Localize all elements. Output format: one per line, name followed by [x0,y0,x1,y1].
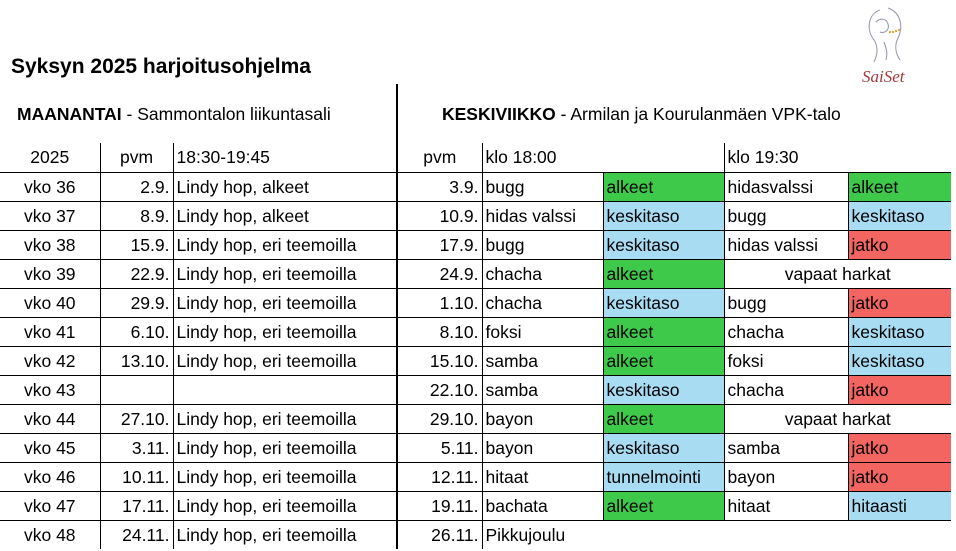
level-1930-cell: keskitaso [848,201,951,230]
dance-1930-cell: hidas valssi [724,230,848,259]
level-1930-cell: jatko [848,288,951,317]
level-1930-cell: jatko [848,230,951,259]
wednesday-date-cell: 3.9. [397,172,482,201]
wednesday-date-cell: 15.10. [397,346,482,375]
table-row [0,172,951,201]
level-1930-cell: jatko [848,462,951,491]
monday-class-cell: Lindy hop, eri teemoilla [173,462,397,491]
monday-day: MAANANTAI [17,104,122,124]
week-cell: vko 40 [0,288,100,317]
dance-1800-cell: chacha [482,288,603,317]
level-1930-cell: keskitaso [848,317,951,346]
dance-1800-cell: foksi [482,317,603,346]
dance-1930-cell: hidasvalssi [724,172,848,201]
wednesday-heading [442,103,841,125]
dance-1800-cell: bugg [482,172,603,201]
level-1800-cell: alkeet [603,491,724,520]
dance-1930-cell: samba [724,433,848,462]
table-row [0,433,951,462]
header-time-1930: klo 19:30 [724,143,848,172]
dance-1930-cell: hitaat [724,491,848,520]
table-row [0,346,951,375]
monday-class-cell: Lindy hop, alkeet [173,172,397,201]
monday-date-cell: 15.9. [100,230,173,259]
week-cell: vko 48 [0,520,100,549]
monday-heading [17,103,331,125]
monday-class-cell: Lindy hop, eri teemoilla [173,288,397,317]
dance-1930-cell: bugg [724,201,848,230]
dance-1800-cell: bachata [482,491,603,520]
week-cell: vko 43 [0,375,100,404]
monday-date-cell: 13.10. [100,346,173,375]
level-1800-cell: alkeet [603,172,724,201]
wednesday-date-cell: 12.11. [397,462,482,491]
monday-class-cell: Lindy hop, eri teemoilla [173,346,397,375]
header-pvm-monday: pvm [100,143,173,172]
monday-date-cell: 27.10. [100,404,173,433]
svg-text:SaiSet: SaiSet [862,67,905,86]
monday-class-cell: Lindy hop, eri teemoilla [173,520,397,549]
level-1930-cell: keskitaso [848,346,951,375]
week-cell: vko 47 [0,491,100,520]
level-1800-cell: alkeet [603,346,724,375]
dance-1930-cell: bayon [724,462,848,491]
monday-class-cell: Lindy hop, alkeet [173,201,397,230]
monday-class-cell: Lindy hop, eri teemoilla [173,230,397,259]
dance-1800-cell: samba [482,346,603,375]
monday-date-cell: 24.11. [100,520,173,549]
monday-class-cell: Lindy hop, eri teemoilla [173,259,397,288]
wednesday-date-cell: 17.9. [397,230,482,259]
dance-1800-cell: hidas valssi [482,201,603,230]
monday-class-cell [173,375,397,404]
free-practice-cell: vapaat harkat [724,404,951,433]
page-title: Syksyn 2025 harjoitusohjelma [11,55,311,78]
wednesday-date-cell: 29.10. [397,404,482,433]
wednesday-date-cell: 26.11. [397,520,482,549]
monday-date-cell: 29.9. [100,288,173,317]
free-practice-cell: vapaat harkat [724,259,951,288]
header-time-1800: klo 18:00 [482,143,603,172]
week-cell: vko 36 [0,172,100,201]
dance-1930-cell: chacha [724,375,848,404]
monday-date-cell: 2.9. [100,172,173,201]
monday-date-cell: 6.10. [100,317,173,346]
monday-class-cell: Lindy hop, eri teemoilla [173,317,397,346]
dance-1930-cell: bugg [724,288,848,317]
table-row [0,375,951,404]
dance-1800-cell: bugg [482,230,603,259]
dance-1800-cell: hitaat [482,462,603,491]
wednesday-place: - Armilan ja Kourulanmäen VPK-talo [555,104,841,124]
monday-class-cell: Lindy hop, eri teemoilla [173,404,397,433]
header-time-monday: 18:30-19:45 [173,143,397,172]
level-1800-cell: alkeet [603,317,724,346]
level-1930-cell: hitaasti [848,491,951,520]
level-1800-cell: keskitaso [603,288,724,317]
saiset-logo [858,2,918,92]
table-row [0,201,951,230]
dance-1800-cell: chacha [482,259,603,288]
monday-place: - Sammontalon liikuntasali [121,104,331,124]
table-row [0,230,951,259]
week-cell: vko 44 [0,404,100,433]
level-1800-cell: alkeet [603,259,724,288]
week-cell: vko 46 [0,462,100,491]
schedule-table [0,143,951,549]
level-1800-cell: tunnelmointi [603,462,724,491]
special-event-cell: Pikkujoulu [482,520,951,549]
week-cell: vko 45 [0,433,100,462]
level-1800-cell: keskitaso [603,230,724,259]
dance-1800-cell: samba [482,375,603,404]
week-cell: vko 41 [0,317,100,346]
table-row [0,259,951,288]
dance-1930-cell: chacha [724,317,848,346]
dance-1930-cell: foksi [724,346,848,375]
week-cell: vko 37 [0,201,100,230]
level-1930-cell: jatko [848,375,951,404]
week-cell: vko 42 [0,346,100,375]
monday-date-cell: 17.11. [100,491,173,520]
section-divider [396,84,398,144]
monday-date-cell: 10.11. [100,462,173,491]
monday-date-cell: 3.11. [100,433,173,462]
wednesday-date-cell: 19.11. [397,491,482,520]
monday-class-cell: Lindy hop, eri teemoilla [173,491,397,520]
dance-1800-cell: bayon [482,404,603,433]
wednesday-date-cell: 10.9. [397,201,482,230]
monday-date-cell [100,375,173,404]
table-row [0,317,951,346]
monday-date-cell: 22.9. [100,259,173,288]
wednesday-day: KESKIVIIKKO [442,104,556,124]
week-cell: vko 38 [0,230,100,259]
wednesday-date-cell: 1.10. [397,288,482,317]
level-1800-cell: alkeet [603,404,724,433]
table-row [0,520,951,549]
table-row [0,288,951,317]
table-row [0,462,951,491]
wednesday-date-cell: 8.10. [397,317,482,346]
level-1930-cell: jatko [848,433,951,462]
level-1800-cell: keskitaso [603,201,724,230]
level-1800-cell: keskitaso [603,433,724,462]
wednesday-date-cell: 24.9. [397,259,482,288]
level-1930-cell: alkeet [848,172,951,201]
wednesday-date-cell: 5.11. [397,433,482,462]
table-row [0,491,951,520]
table-row [0,404,951,433]
header-year: 2025 [30,147,70,168]
header-pvm-wednesday: pvm [423,147,457,168]
header-row [0,143,951,172]
level-1800-cell: keskitaso [603,375,724,404]
monday-date-cell: 8.9. [100,201,173,230]
week-cell: vko 39 [0,259,100,288]
monday-class-cell: Lindy hop, eri teemoilla [173,433,397,462]
dance-1800-cell: bayon [482,433,603,462]
wednesday-date-cell: 22.10. [397,375,482,404]
